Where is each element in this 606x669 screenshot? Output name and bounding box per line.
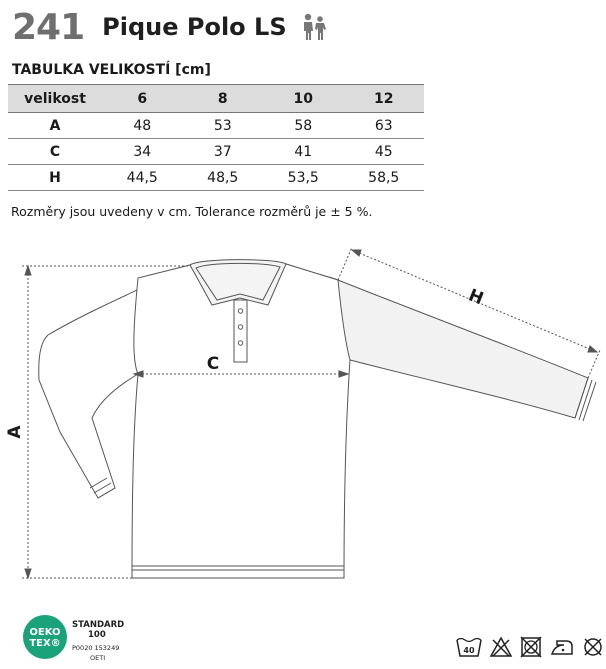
table-cell: 53 [183, 113, 264, 139]
table-cell: 37 [183, 139, 264, 165]
size-header: 6 [102, 85, 183, 113]
table-cell: 41 [263, 139, 344, 165]
size-header: 8 [183, 85, 264, 113]
table-cell: 34 [102, 139, 183, 165]
wash-40-icon [456, 636, 482, 658]
product-code: 241 [12, 6, 85, 48]
institute-name: OETI [90, 654, 106, 662]
table-cell: 63 [344, 113, 425, 139]
oeko-standard-block [72, 620, 124, 663]
size-table-title: TABULKA VELIKOSTÍ [cm] [12, 62, 211, 78]
dimension-label-a: A [5, 425, 25, 439]
page-header [12, 4, 327, 50]
table-cell: 45 [344, 139, 425, 165]
dimension-label-h: H [465, 285, 487, 310]
standard-number: 100 [88, 630, 106, 640]
table-cell: 44,5 [102, 165, 183, 191]
table-header-row [8, 85, 424, 113]
table-row [8, 113, 424, 139]
size-header: 12 [344, 85, 425, 113]
product-title: Pique Polo LS [102, 13, 287, 41]
row-label: H [8, 165, 102, 191]
size-table [8, 84, 424, 191]
polo-diagram [0, 235, 606, 595]
dimension-label-c: C [206, 354, 220, 374]
table-cell: 48 [102, 113, 183, 139]
no-bleach-icon [489, 636, 513, 658]
oeko-logo-bottom: TEX® [29, 638, 61, 649]
standard-label: STANDARD [72, 620, 125, 630]
table-row [8, 165, 424, 191]
iron-low-icon [549, 636, 575, 658]
table-cell: 53,5 [263, 165, 344, 191]
table-cell: 48,5 [183, 165, 264, 191]
oeko-logo-top: OEKO [29, 627, 61, 638]
table-corner-header: velikost [8, 85, 102, 113]
left-cuff [90, 478, 115, 498]
kids-icon [301, 12, 327, 42]
size-header: 10 [263, 85, 344, 113]
tolerance-note: Rozměry jsou uvedeny v cm. Tolerance rozměrů je ± 5 %. [11, 204, 373, 219]
care-icons [456, 636, 604, 658]
no-tumble-dry-icon [520, 636, 542, 658]
table-row [8, 139, 424, 165]
no-dry-clean-icon [582, 636, 604, 658]
oeko-tex-logo [22, 614, 68, 660]
wash-temp: 40 [463, 646, 475, 655]
row-label: A [8, 113, 102, 139]
table-cell: 58,5 [344, 165, 425, 191]
certificate-code: P0020 153249 [72, 644, 120, 652]
row-label: C [8, 139, 102, 165]
table-cell: 58 [263, 113, 344, 139]
